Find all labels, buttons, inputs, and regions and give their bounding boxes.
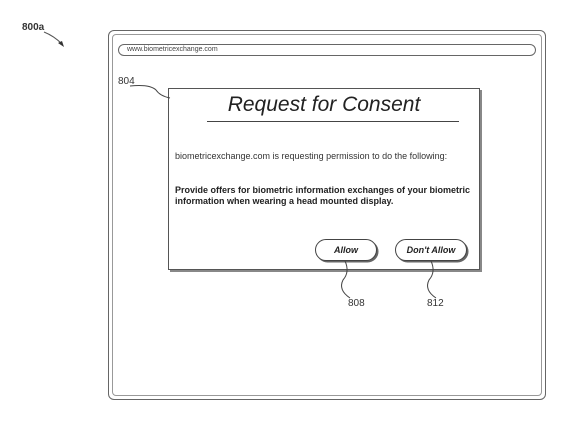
- consent-text: Provide offers for biometric information exchanges of your biometric information when wearing a head mounted display.: [175, 185, 471, 206]
- dialog-title: Request for Consent: [227, 93, 421, 116]
- allow-button[interactable]: Allow: [315, 239, 377, 261]
- allow-ref-label: 808: [348, 298, 365, 309]
- url-bar[interactable]: www.biometricexchange.com: [118, 44, 536, 56]
- dialog-ref-label: 804: [118, 76, 135, 87]
- dont-allow-button[interactable]: Don't Allow: [395, 239, 467, 261]
- request-text: biometricexchange.com is requesting permission to do the following:: [175, 151, 448, 161]
- dont-allow-ref-label: 812: [427, 298, 444, 309]
- figure-ref-label: 800a: [22, 22, 45, 33]
